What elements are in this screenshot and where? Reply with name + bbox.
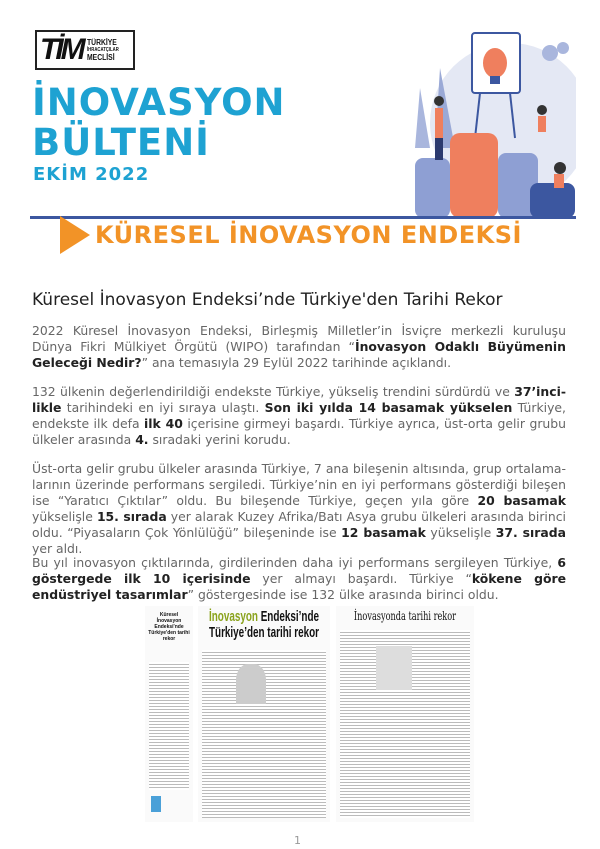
- text: Üst-orta gelir grubu ülkeler arasında Türkiye, 7 ana bileşenin altısında, grup ortalamalarının üzerinde performans sergiledi. Türkiye’nin en iyi performans gösterdiği bileşen ise “Yaratıcı Çıktılar” oldu. Bu bileşende Türkiye, geçen yıla göre: [32, 461, 566, 508]
- article-headline: Küresel İnovasyon Endeksi’nde Türkiye'den Tarihi Rekor: [32, 290, 503, 310]
- logo-line: MECLİSİ: [86, 53, 115, 62]
- clipping-headline-highlight: İnovasyon: [208, 608, 258, 625]
- text: yükselişle: [425, 525, 496, 540]
- bold-text: kökene göre endüstriyel tasarımlar: [32, 571, 566, 602]
- clipping-headline: Küresel İnovasyon Endeksi'nde Türkiye'den tarihi rekor: [148, 612, 190, 642]
- bold-text: 4.: [135, 432, 149, 447]
- clipping-headline: Türkiye’den tarihi rekor: [208, 624, 320, 641]
- text: Türkiye, endekste ilk defa: [32, 400, 566, 431]
- text: yer alarak Kuzey Afrika/Batı Asya grubu ülkeleri arasında birinci oldu. “Piyasaların Çok Yönlülüğü” bileşeninde ise: [32, 509, 566, 540]
- text: yer aldı.: [32, 541, 83, 556]
- section-title: KÜRESEL İNOVASYON ENDEKSİ: [95, 221, 522, 249]
- text: Bu yıl inovasyon çıktılarında, girdilerinden daha iyi performans sergileyen Türkiye,: [32, 555, 558, 570]
- bold-text: 37’incilikle: [32, 384, 566, 415]
- paragraph: [32, 461, 566, 557]
- clipping-headline: Endeksi’nde: [257, 608, 320, 625]
- text: ” göstergesinde ise 132 ülke arasında birinci oldu.: [187, 587, 499, 602]
- text: yer almayı başardı. Türkiye “: [250, 571, 472, 586]
- paragraph: [32, 384, 566, 448]
- bold-text: 37. sırada: [495, 525, 566, 540]
- clipping-headline: İnovasyonda tarihi rekor: [353, 609, 457, 623]
- logo-text: [87, 38, 119, 62]
- newspaper-clipping: [145, 606, 193, 822]
- bulletin-title-line2: BÜLTENİ: [32, 121, 210, 164]
- text: içerisine girmeyi başardı. Türkiye ayrıca, üst-orta gelir grubu ülkeler arasında: [32, 416, 566, 447]
- text: 2022 Küresel İnovasyon Endeksi, Birleşmiş Milletler’in İsviçre merkezli kuruluşu Dünya Fikri Mülkiyet Örgütü (WIPO) tarafından “: [32, 323, 566, 354]
- paragraph: [32, 555, 566, 603]
- paragraph: [32, 323, 566, 371]
- bold-text: İnovasyon Odaklı Büyümenin Geleceği Nedir?: [32, 339, 566, 370]
- newspaper-clipping: [198, 606, 330, 822]
- bold-text: ilk 40: [144, 416, 183, 431]
- logo-mark: TİM: [40, 33, 83, 66]
- bold-text: Son iki yılda 14 basamak yükselen: [264, 400, 513, 415]
- text: 132 ülkenin değerlendirildiği endekste Türkiye, yükseliş trendini sürdürdü ve: [32, 384, 515, 399]
- bold-text: 20 basamak: [477, 493, 566, 508]
- bold-text: 12 basamak: [341, 525, 426, 540]
- bulletin-title-line1: İNOVASYON: [32, 81, 286, 124]
- text: tarihindeki en iyi sıraya ulaştı.: [61, 400, 265, 415]
- header-divider: [30, 216, 576, 219]
- tim-logo: [35, 30, 135, 70]
- issue-date: EKİM 2022: [33, 164, 150, 185]
- triangle-bullet-icon: [60, 216, 90, 254]
- logo-line: İHRACATÇILAR: [86, 47, 119, 53]
- page-number: 1: [294, 834, 301, 847]
- text: yükselişle: [32, 509, 97, 524]
- text: sıradaki yerini korudu.: [148, 432, 291, 447]
- bold-text: 6 göstergede ilk 10 içerisinde: [32, 555, 566, 586]
- text: ” ana temasıyla 29 Eylül 2022 tarihinde açıklandı.: [141, 355, 452, 370]
- newspaper-clipping: [336, 606, 474, 822]
- logo-line: TÜRKİYE: [86, 38, 117, 47]
- innovation-illustration: [410, 28, 576, 218]
- bold-text: 15. sırada: [96, 509, 167, 524]
